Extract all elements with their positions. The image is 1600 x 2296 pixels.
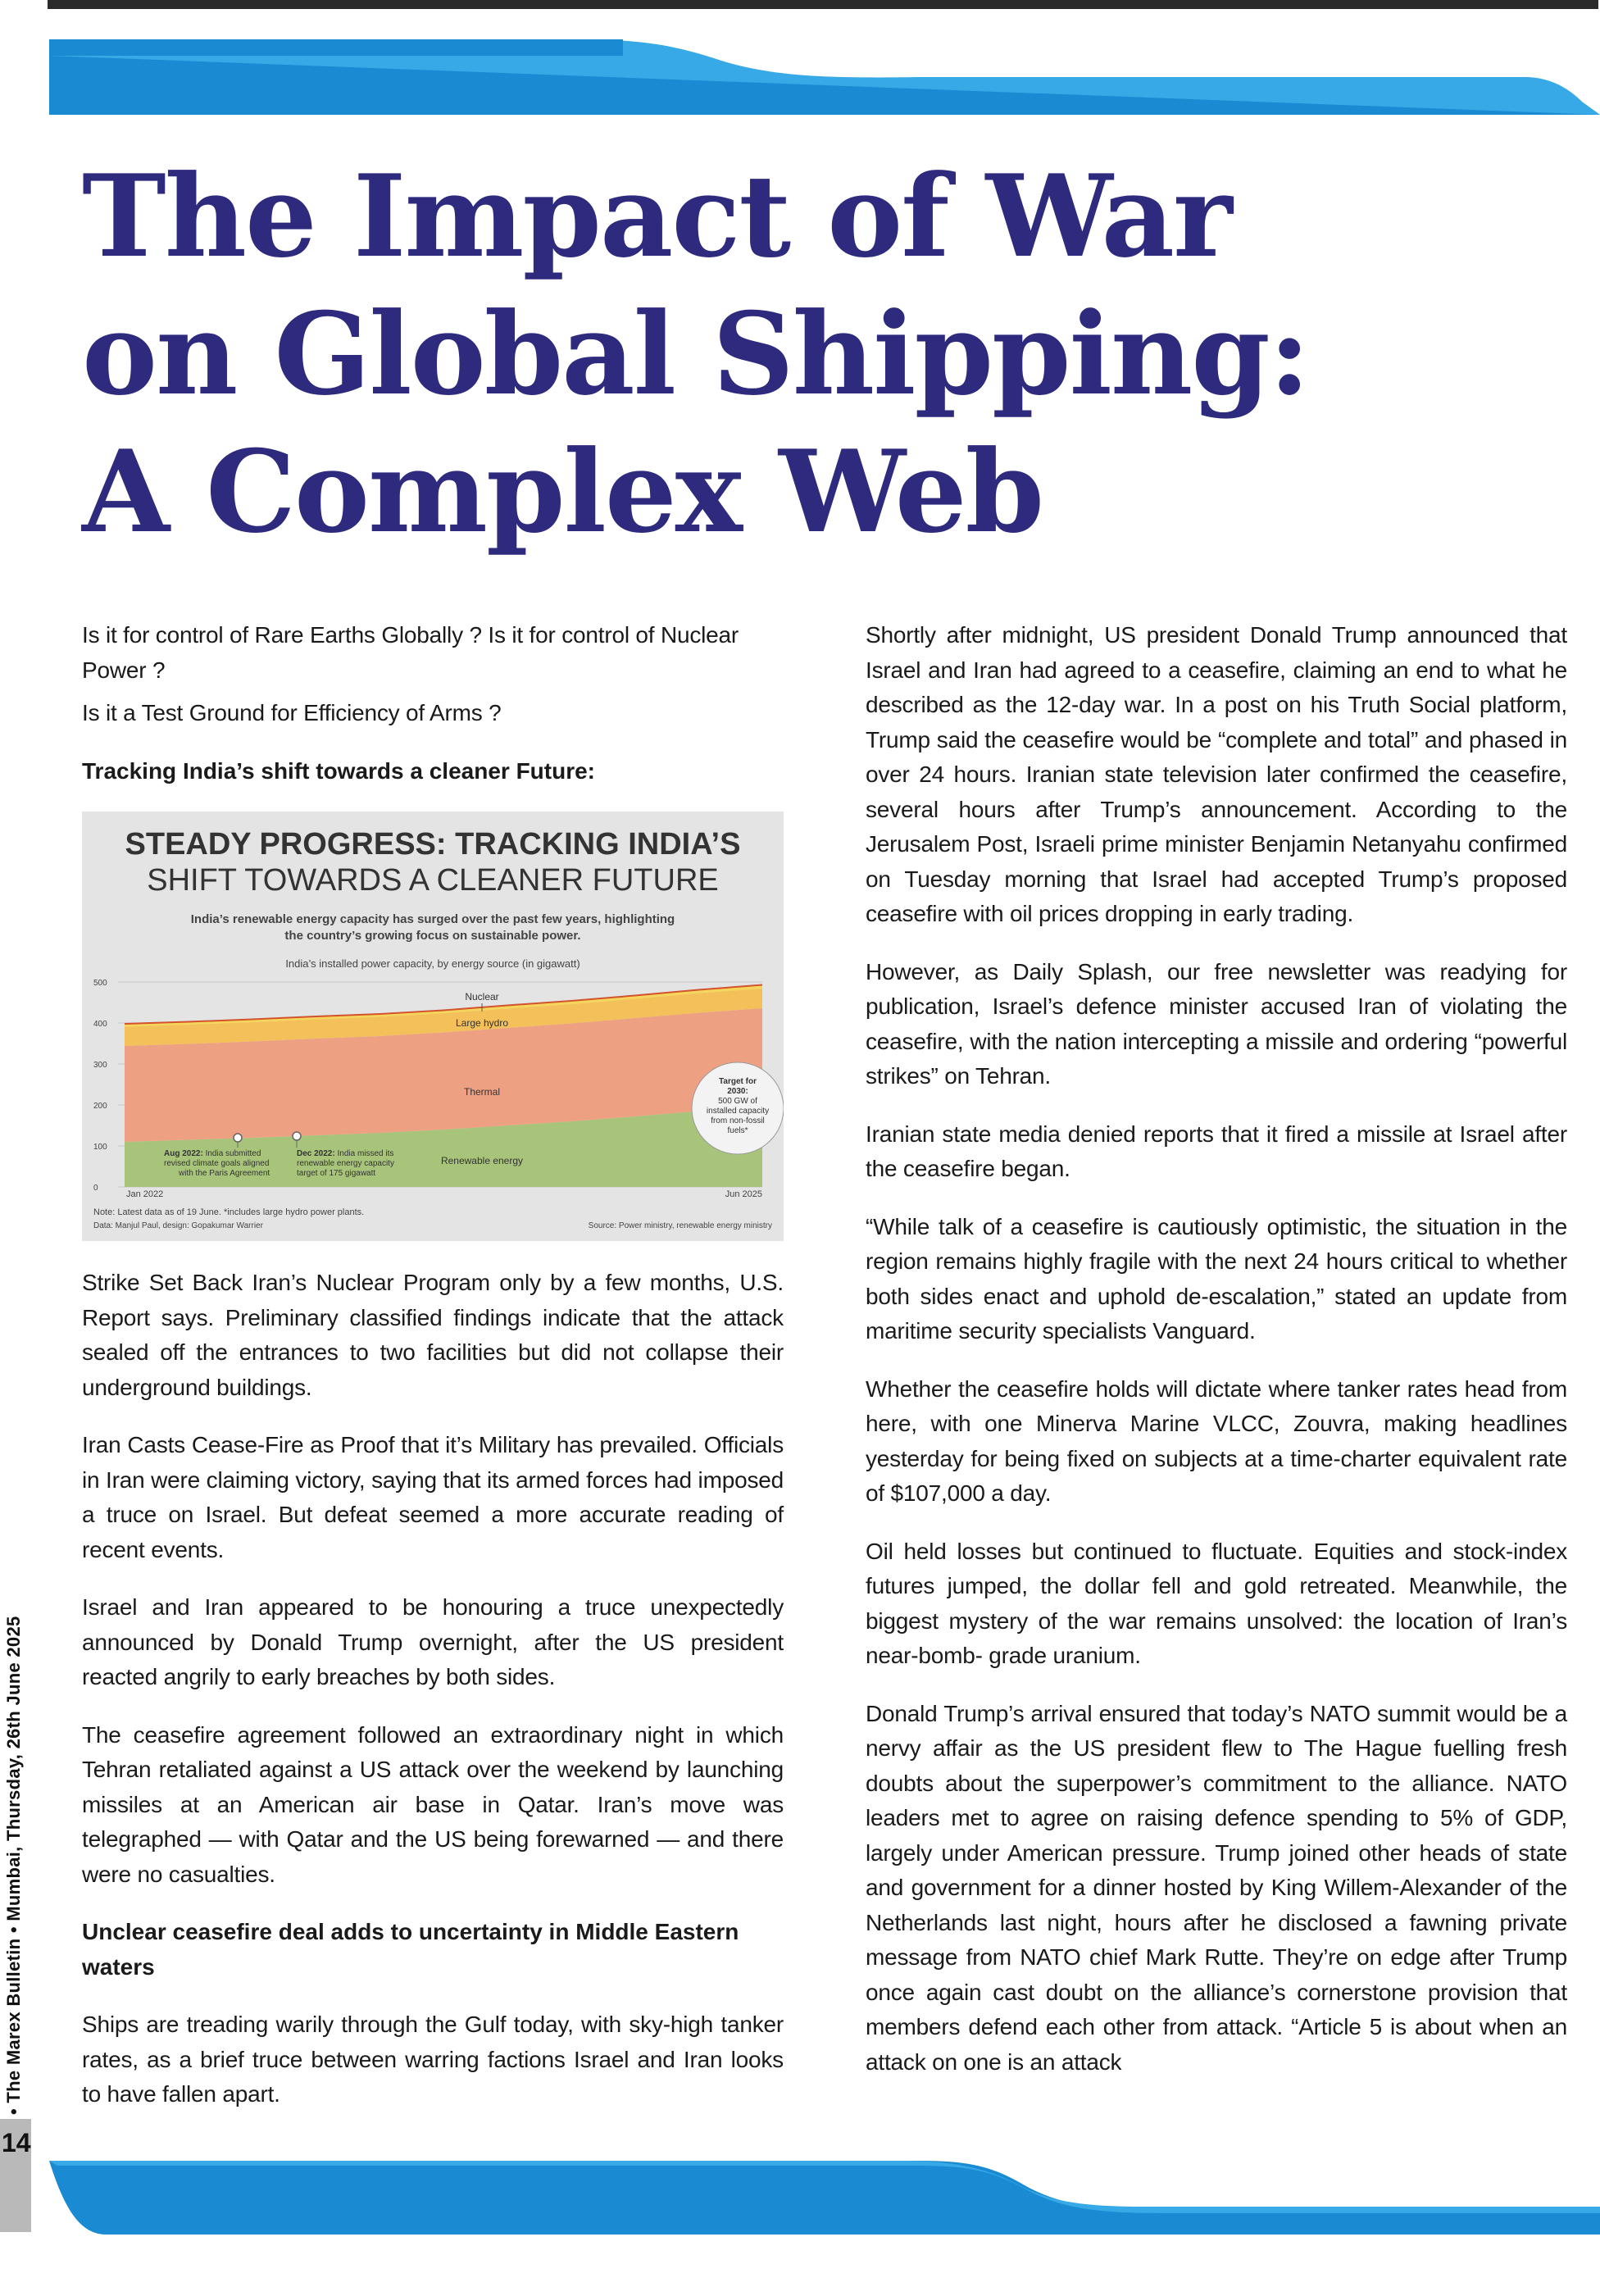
energy-area-chart [82,812,784,1241]
y-tick-0: 0 [93,1184,98,1193]
left-paragraph-3: Israel and Iran appeared to be honouring a truce unexpectedly announced by Donald Trump overnight, after the US president reacted angrily to early breaches by both sides. [82,1594,784,1689]
intro-question-1: Is it for control of Rare Earths Globally ? Is it for control of Nuclear Power ? [82,622,739,683]
chart-note-1: Note: Latest data as of 19 June. *includes large hydro power plants. [93,1207,365,1217]
dec2022-note-1: Dec 2022: India missed its [297,1149,394,1158]
target-line-1: Target for [719,1077,757,1086]
target-line-6: fuels* [727,1126,748,1135]
target-line-4: installed capacity [706,1107,770,1116]
series-label-nuclear: Nuclear [465,991,499,1003]
right-paragraph-6: Oil held losses but continued to fluctuate. Equities and stock-index futures jumped, the dollar fell and gold retreated. Meanwhile, the biggest mystery of the war remains unsolved: the location of Iran’s near-bomb- grade uranium. [866,1538,1567,1668]
headline [82,148,1311,561]
top-wave-band [49,39,623,56]
chart-source: Source: Power ministry, renewable energy ministry [588,1221,772,1230]
chart-title: STEADY PROGRESS: TRACKING INDIA’S [125,827,741,862]
headline-line-2: on Global Shipping: [82,287,1309,421]
top-wave-banner [0,36,1600,115]
dec2022-note-2: renewable energy capacity [297,1159,394,1168]
right-paragraph-7: Donald Trump’s arrival ensured that today’s NATO summit would be a nervy affair as the US president flew to The Hague fuelling fresh doubts about the superpower’s commitment to the alliance. NATO leaders met to agree on raising defence spending to 5% of GDP, largely under American pressure. Trump joined other heads of state and government for a dinner hosted by King Willem-Alexander of the Netherlands last night, hours after he disclosed a fawning private message from NATO chief Mark Rutte. They’re on edge after Trump once again cast doubt on the alliance’s cornerstone provision that members defend each other from attack. “Article 5 is about when an attack on one is an attack [866,1700,1567,2075]
top-rule [48,0,1598,9]
chart-y-ticks [93,979,107,1193]
chart-subtitle-1: India’s renewable energy capacity has surged over the past few years, highlighting [190,912,675,926]
chart-title-2: SHIFT TOWARDS A CLEANER FUTURE [147,863,719,898]
intro-question-2: Is it a Test Ground for Efficiency of Arms ? [82,700,502,725]
x-label-end: Jun 2025 [725,1189,762,1199]
left-column [82,618,784,2135]
bottom-wave-fill [49,2161,1600,2235]
ceasefire-section-heading: Unclear ceasefire deal adds to uncertainty in Middle Eastern waters [82,1919,739,1980]
dec2022-note-3: target of 175 gigawatt [297,1169,376,1178]
bottom-wave-banner [0,2156,1600,2235]
aug2022-note-1: Aug 2022: India submitted [164,1149,261,1158]
left-paragraph-2: Iran Casts Cease-Fire as Proof that it’s Military has prevailed. Officials in Iran were claiming victory, saying that its armed forces had imposed a truce on Israel. But defeat seemed a more accurate reading of recent events. [82,1432,784,1562]
chart-note-2: Data: Manjul Paul, design: Gopakumar Warrier [93,1221,263,1230]
right-paragraph-4: “While talk of a ceasefire is cautiously optimistic, the situation in the region remains highly fragile with the next 24 hours critical to whether both sides enact and uphold de-escalation,” stated an update from maritime security specialists Vanguard. [866,1213,1567,1344]
aug2022-note-3: with the Paris Agreement [179,1169,270,1178]
left-paragraph-5: Ships are treading warily through the Gulf today, with sky-high tanker rates, as a brief truce between warring factions Israel and Iran looks to have fallen apart. [82,2012,784,2107]
chart-subtitle-2: the country’s growing focus on sustainable power. [284,929,581,943]
series-label-large-hydro: Large hydro [455,1017,509,1029]
target-line-3: 500 GW of [718,1097,757,1106]
series-label-renewable: Renewable energy [440,1155,524,1166]
left-paragraph-1: Strike Set Back Iran’s Nuclear Program only by a few months, U.S. Report says. Preliminary classified findings indicate that the attack sealed off the entrances to two facilities but did not collapse their underground buildings. [82,1270,784,1400]
right-paragraph-2: However, as Daily Splash, our free newsletter was readying for publication, Israel’s defence minister accused Iran of violating the ceasefire, with the nation intercepting a missile and ordering “powerful strikes” on Tehran. [866,958,1567,1089]
aug2022-marker [234,1134,242,1142]
x-label-start: Jan 2022 [126,1189,164,1199]
y-tick-500: 500 [93,979,107,988]
right-paragraph-1: Shortly after midnight, US president Donald Trump announced that Israel and Iran had agreed to a ceasefire, claiming an end to what he described as the 12-day war. In a post on his Truth Social platform, Trump said the ceasefire would be “complete and total” and phased in over 24 hours. Iranian state television later confirmed the ceasefire, several hours after Trump’s announcement. According to the Jerusalem Post, Israeli prime minister Benjamin Netanyahu confirmed on Tuesday morning that Israel had accepted Trump’s proposed ceasefire with oil prices dropping in early trading. [866,622,1567,926]
page-number: 14 [2,2128,31,2157]
publication-side-label: • The Marex Bulletin • Mumbai, Thursday, 26th June 2025 [3,1616,24,2115]
aug2022-note-2: revised climate goals aligned [164,1159,270,1168]
left-paragraph-4: The ceasefire agreement followed an extraordinary night in which Tehran retaliated against a US attack over the weekend by launching missiles at an American air base in Qatar. Iran’s move was telegraphed — with Qatar and the US being forewarned — and there were no casualties. [82,1721,784,1887]
y-tick-400: 400 [93,1020,107,1029]
series-label-thermal: Thermal [463,1086,501,1098]
chart-section-heading: Tracking India’s shift towards a cleaner Future: [82,757,596,784]
y-tick-200: 200 [93,1102,107,1111]
energy-chart-figure [82,812,784,1241]
headline-line-3: A Complex Web [82,425,1043,558]
y-tick-300: 300 [93,1061,107,1070]
right-column [866,618,1567,2103]
y-tick-100: 100 [93,1143,107,1152]
right-paragraph-5: Whether the ceasefire holds will dictate where tanker rates head from here, with one Minerva Marine VLCC, Zouvra, making headlines yesterday for being fixed on subjects at a time-charter equivalent rate of $107,000 a day. [866,1375,1567,1506]
right-paragraph-3: Iranian state media denied reports that it fired a missile at Israel after the ceasefire began. [866,1121,1567,1181]
target-line-2: 2030: [727,1087,748,1096]
chart-axis-caption: India’s installed power capacity, by energy source (in gigawatt) [285,957,580,970]
headline-line-1: The Impact of War [82,149,1231,283]
target-line-5: from non-fossil [711,1116,765,1125]
dec2022-marker [293,1132,301,1140]
